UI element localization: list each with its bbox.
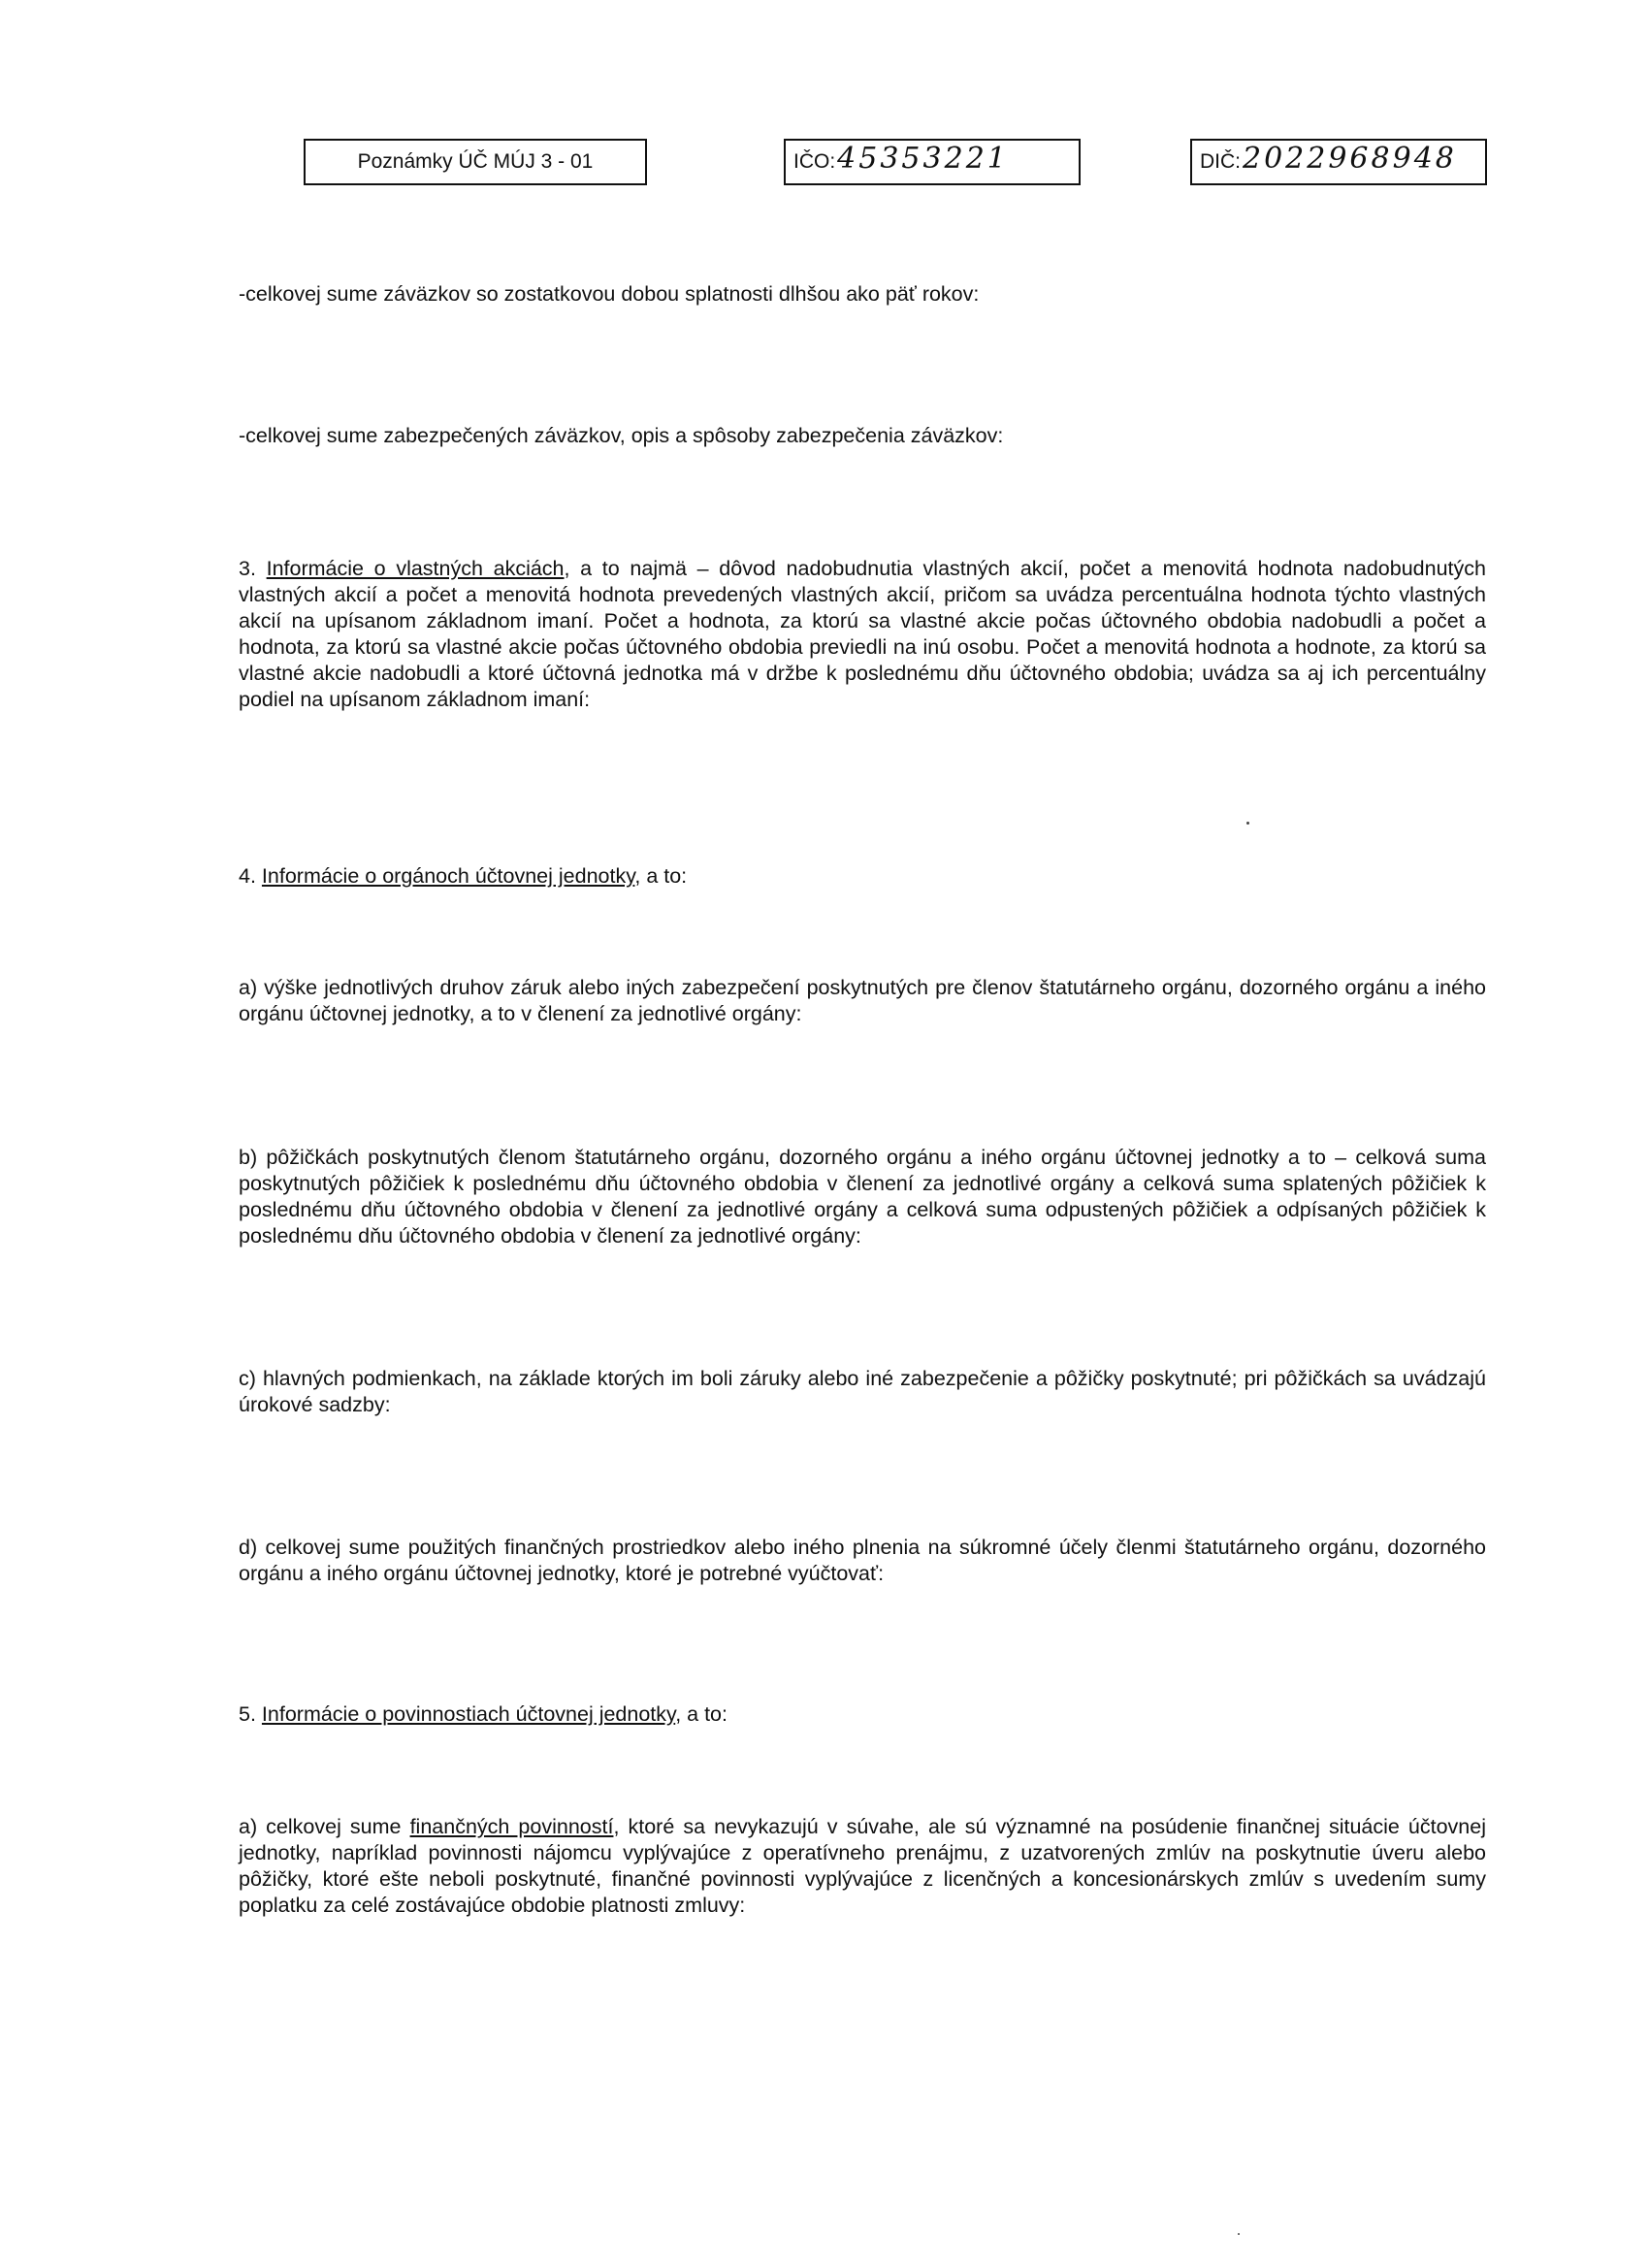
- section-4c-item: c) hlavných podmienkach, na základe ktorých im boli záruky alebo iné zabezpečenie a pôžičky poskytnuté; pri pôžičkách sa uvádzajú úrokové sadzby:: [239, 1367, 1486, 1416]
- section-3-title: Informácie o vlastných akciách: [266, 557, 565, 580]
- section-4-title: Informácie o orgánoch účtovnej jednotky: [261, 864, 635, 888]
- section-3-paragraph: [239, 556, 1486, 713]
- section-5a-item: [239, 1814, 1486, 1919]
- section-5-title: Informácie o povinnostiach účtovnej jednotky: [261, 1702, 676, 1726]
- section-4-number: 4.: [239, 864, 256, 888]
- secured-liabilities-item: -celkovej sume zabezpečených záväzkov, opis a spôsoby zabezpečenia záväzkov:: [239, 424, 1004, 447]
- form-code-box: [304, 139, 647, 185]
- dic-box: [1190, 139, 1487, 185]
- section-4b-item: b) pôžičkách poskytnutých členom štatutárneho orgánu, dozorného orgánu a iného orgánu účtovnej jednotky a to – celková suma poskytnutých pôžičiek k poslednému dňu účtovného obdobia v členení za jednotlivé orgány a celková suma splatených pôžičiek k poslednému dňu účtovného obdobia v členení za jednotlivé orgány a celková suma odpustených pôžičiek a odpísaných pôžičiek k poslednému dňu účtovného obdobia v členení za jednotlivé orgány:: [239, 1146, 1486, 1247]
- scan-speck: [1238, 2233, 1240, 2235]
- section-5a-prefix: a) celkovej sume: [239, 1815, 410, 1838]
- section-5-text: , a to:: [675, 1702, 728, 1726]
- section-4-text: , a to:: [634, 864, 688, 888]
- five-year-liabilities-item: -celkovej sume záväzkov so zostatkovou dobou splatnosti dlhšou ako päť rokov:: [239, 282, 980, 306]
- ico-handwritten-value: 45353221: [837, 141, 1009, 176]
- ico-box: [784, 139, 1081, 185]
- dic-handwritten-value: 2022968948: [1243, 141, 1457, 176]
- section-5-number: 5.: [239, 1702, 256, 1726]
- form-code-label: Poznámky ÚČ MÚJ 3 - 01: [357, 150, 594, 173]
- section-4a-item: a) výške jednotlivých druhov záruk alebo iných zabezpečení poskytnutých pre členov štatutárneho orgánu, dozorného orgánu a iného orgánu účtovnej jednotky, a to v členení za jednotlivé orgány:: [239, 976, 1486, 1025]
- section-5-heading: [239, 1701, 1486, 1728]
- dic-label: DIČ:: [1200, 150, 1241, 173]
- section-4d-item: d) celkovej sume použitých finančných prostriedkov alebo iného plnenia na súkromné účely členmi štatutárneho orgánu, dozorného orgánu a iného orgánu účtovnej jednotky, ktoré je potrebné vyúčtovať:: [239, 1536, 1486, 1585]
- section-5a-text: , ktoré sa nevykazujú v súvahe, ale sú významné na posúdenie finančnej situácie účtovnej jednotky, napríklad povinnosti nájomcu vyplývajúce z operatívneho prenájmu, z uzatvorených zmlúv na poskytnutie úveru alebo pôžičky, ktoré ešte neboli poskytnuté, finančné povinnosti vyplývajúce z licenčných a koncesionárskych zmlúv s uvedením sumy poplatku za celé zostávajúce obdobie platnosti zmluvy:: [239, 1815, 1486, 1917]
- section-3-text: , a to najmä – dôvod nadobudnutia vlastných akcií, počet a menovitá hodnota nadobudnutých vlastných akcií a počet a menovitá hodnota prevedených vlastných akcií, pričom sa uvádza percentuálna hodnota týchto vlastných akcií na upísanom základnom imaní. Počet a hodnota, za ktorú sa vlastné akcie počas účtovného obdobia nadobudli a počet a hodnota, za ktorú sa vlastné akcie počas účtovného obdobia previedli na inú osobu. Počet a menovitá hodnota a hodnote, za ktorú sa vlastné akcie nadobudli a ktoré účtovná jednotka má v držbe k poslednému dňu účtovného obdobia; uvádza sa aj ich percentuálny podiel na upísanom základnom imaní:: [239, 557, 1486, 711]
- section-5a-underlined: finančných povinností: [409, 1815, 614, 1838]
- ico-label: IČO:: [793, 150, 836, 173]
- scan-speck: [1246, 822, 1249, 825]
- section-3-number: 3.: [239, 557, 256, 580]
- section-4-heading: [239, 863, 1486, 890]
